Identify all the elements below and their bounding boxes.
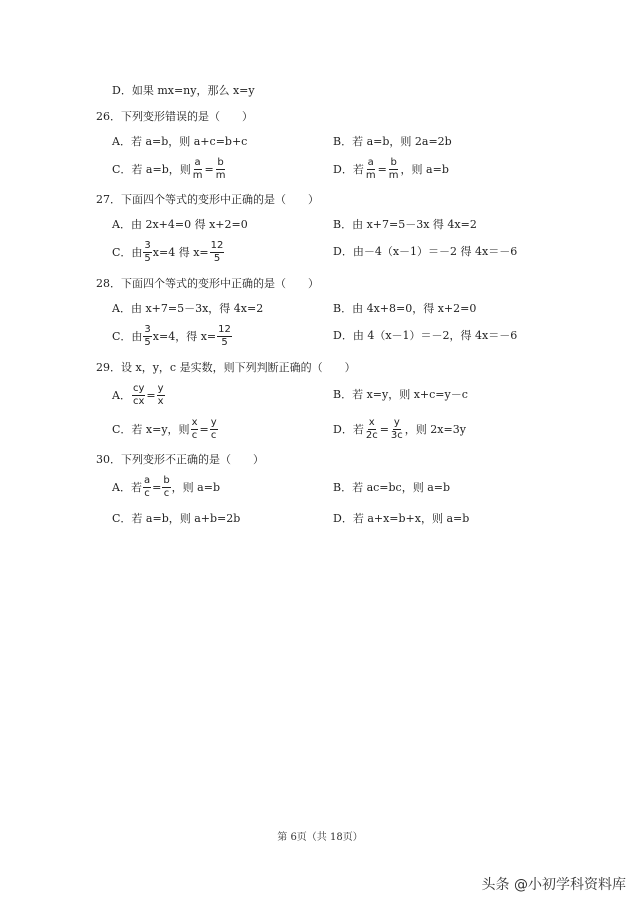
q26-stem: 26．下列变形错误的是（ ） [96,110,253,123]
q29-option-a: A． $\frac{cy}{cx}$ = $\frac{y}{x}$ [112,383,164,407]
q29-option-c: C．若 x=y，则 $\frac{x}{c}$ = $\frac{y}{c}$ [112,417,217,441]
q28-c-frac2: $\frac{12}{5}$ [218,324,231,348]
q26-c-frac1: $\frac{a}{m}$ [192,157,203,181]
q29-a-frac1: $\frac{cy}{cx}$ [132,383,145,407]
q28-c-frac1: $\frac{3}{5}$ [144,324,151,348]
q27-option-d: D．由－4（x－1）＝－2 得 4x＝－6 [333,245,518,258]
q27-option-c: C．由 $\frac{3}{5}$ x=4 得 x= $\frac{12}{5}$ [112,240,224,264]
q27-option-a: A．由 2x+4=0 得 x+2=0 [112,218,248,231]
q27-option-b: B．由 x+7=5－3x 得 4x=2 [333,218,477,231]
q28-option-a: A．由 x+7=5－3x，得 4x=2 [112,302,264,315]
q26-c-prefix: C．若 a=b，则 [112,162,191,176]
q29-c-frac1: $\frac{x}{c}$ [191,417,198,441]
q30-a-frac1: $\frac{a}{c}$ [143,475,151,499]
q28-option-c: C．由 $\frac{3}{5}$ x=4，得 x= $\frac{12}{5}$ [112,324,231,348]
q26-c-frac2: $\frac{b}{m}$ [215,157,226,181]
q28-option-b: B．由 4x+8=0，得 x+2=0 [333,302,477,315]
q29-d-frac1: $\frac{x}{2c}$ [365,417,378,441]
q25-option-d: D．如果 mx=ny，那么 x=y [112,84,255,97]
page-number-footer: 第 6页（共 18页） [277,832,363,843]
q30-option-b: B．若 ac=bc，则 a=b [333,481,451,494]
q29-option-d: D．若 $\frac{x}{2c}$ = $\frac{y}{3c}$ ，则 2x=3y [333,417,466,441]
q30-stem: 30．下列变形不正确的是（ ） [96,453,264,466]
q26-option-d: D．若 $\frac{a}{m}$ = $\frac{b}{m}$ ，则 a=b [333,157,449,181]
q29-d-frac2: $\frac{y}{3c}$ [390,417,403,441]
q26-option-c: C．若 a=b，则 $\frac{a}{m}$ = $\frac{b}{m}$ [112,157,226,181]
watermark: 头条 @小初学科资料库 [481,877,626,893]
q26-d-frac2: $\frac{b}{m}$ [388,157,399,181]
q27-c-frac2: $\frac{12}{5}$ [210,240,224,264]
q29-a-frac2: $\frac{y}{x}$ [157,383,164,407]
q30-option-d: D．若 a+x=b+x，则 a=b [333,512,470,525]
q28-stem: 28．下面四个等式的变形中正确的是（ ） [96,277,319,290]
q26-d-frac1: $\frac{a}{m}$ [365,157,376,181]
q27-c-frac1: $\frac{3}{5}$ [144,240,151,264]
q30-a-frac2: $\frac{b}{c}$ [163,475,170,499]
q26-option-a: A．若 a=b，则 a+c=b+c [112,135,248,148]
q29-stem: 29．设 x，y，c 是实数，则下列判断正确的（ ） [96,361,356,374]
q27-stem: 27．下面四个等式的变形中正确的是（ ） [96,193,319,206]
q29-c-frac2: $\frac{y}{c}$ [210,417,217,441]
q29-option-b: B．若 x=y，则 x+c=y－c [333,388,468,401]
q26-option-b: B．若 a=b，则 2a=2b [333,135,452,148]
q30-option-a: A．若 $\frac{a}{c}$ = $\frac{b}{c}$ ，则 a=b [112,475,220,499]
q30-option-c: C．若 a=b，则 a+b=2b [112,512,241,525]
q28-option-d: D．由 4（x－1）＝－2，得 4x＝－6 [333,329,518,342]
